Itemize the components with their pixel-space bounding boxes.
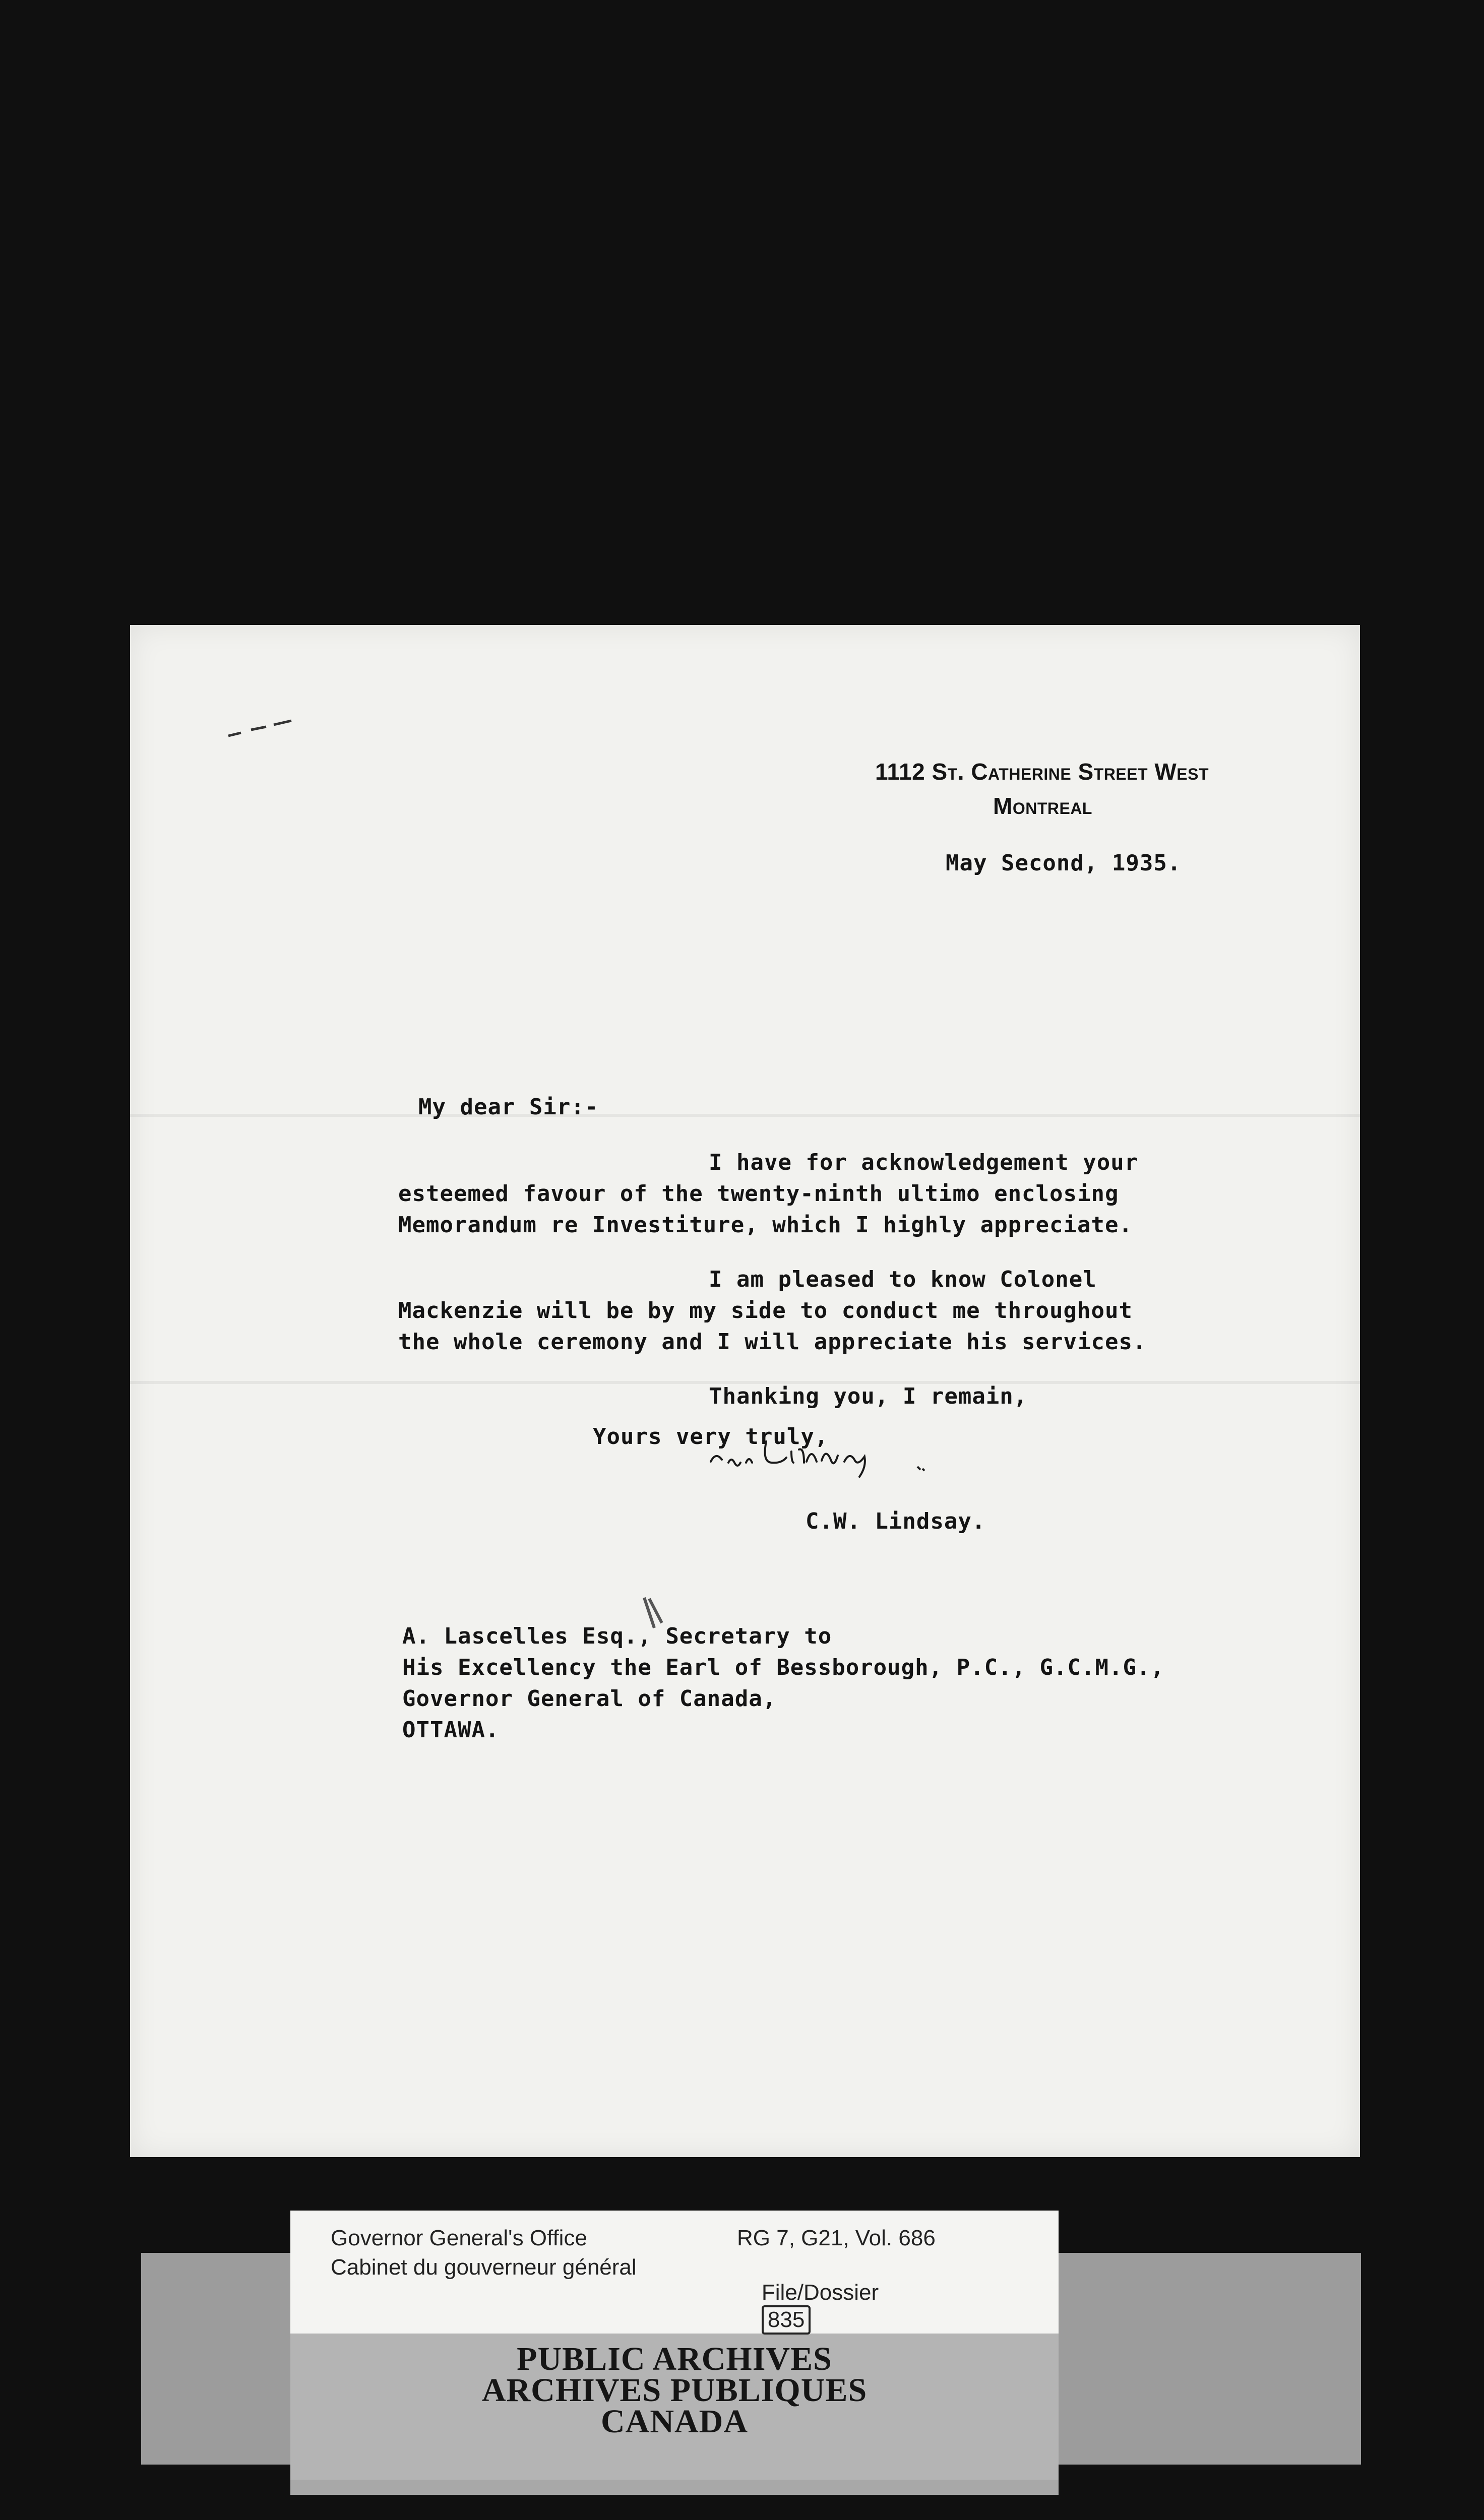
- office-name-fr: Cabinet du gouverneur général: [331, 2255, 637, 2280]
- salutation: My dear Sir:-: [418, 1094, 599, 1120]
- fold-line: [130, 1114, 1360, 1117]
- signer-name: C.W. Lindsay.: [806, 1508, 986, 1534]
- recipient-line4: OTTAWA.: [402, 1717, 500, 1743]
- paragraph1-line2: esteemed favour of the twenty-ninth ultimo enclosing: [398, 1181, 1119, 1207]
- handwritten-signature: [706, 1431, 938, 1482]
- office-name-en: Governor General's Office: [331, 2226, 587, 2250]
- archive-reference-card: [290, 2211, 1059, 2334]
- paragraph1-line3: Memorandum re Investiture, which I highly appreciate.: [398, 1212, 1133, 1238]
- closing-yours: Yours very truly,: [593, 1424, 829, 1450]
- recipient-line2: His Excellency the Earl of Bessborough, P.C., G.C.M.G.,: [402, 1655, 1164, 1680]
- archive-stamp-tab: [290, 2480, 1059, 2495]
- closing-thanks: Thanking you, I remain,: [709, 1383, 1028, 1409]
- stamp-line-archives-publiques: ARCHIVES PUBLIQUES: [481, 2372, 868, 2409]
- paragraph1-line1: I have for acknowledgement your: [709, 1150, 1139, 1175]
- file-dossier-label: File/Dossier: [761, 2280, 879, 2305]
- letter-date: May Second, 1935.: [946, 850, 1182, 876]
- archive-reference: RG 7, G21, Vol. 686: [737, 2226, 936, 2250]
- letter-page: [130, 625, 1360, 2157]
- file-number: 835: [762, 2305, 811, 2335]
- pencil-mark: [634, 1593, 674, 1638]
- paragraph2-line3: the whole ceremony and I will appreciate his services.: [398, 1329, 1147, 1355]
- recipient-line3: Governor General of Canada,: [402, 1686, 777, 1712]
- paragraph2-line1: I am pleased to know Colonel: [709, 1267, 1097, 1292]
- recipient-line1: A. Lascelles Esq., Secretary to: [402, 1623, 832, 1649]
- stamp-line-public-archives: PUBLIC ARCHIVES: [517, 2341, 832, 2377]
- letterhead-address-line1: 1112 St. Catherine Street West: [875, 759, 1209, 785]
- stamp-line-canada: CANADA: [601, 2403, 748, 2440]
- letterhead-city: Montreal: [993, 793, 1092, 819]
- pencil-mark: [226, 716, 296, 741]
- paragraph2-line2: Mackenzie will be by my side to conduct me throughout: [398, 1298, 1133, 1324]
